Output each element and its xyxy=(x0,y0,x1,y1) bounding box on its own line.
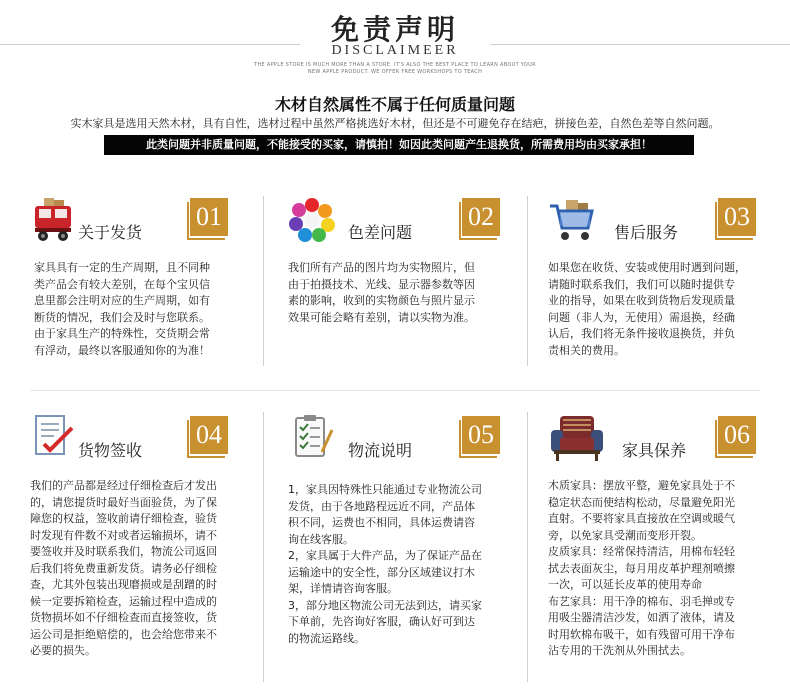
section-receipt xyxy=(30,412,248,682)
tagline-line-1: THE APPLE STORE IS MUCH MORE THAN A STORE. IT'S ALSO THE BEST PLACE TO LEARN ABOUT YOUR xyxy=(254,62,536,68)
body-line: 我们所有产品的图片均为实物照片，但 xyxy=(288,261,475,274)
notice-heading: 木材自然属性不属于任何质量问题 xyxy=(274,95,515,114)
body-line: 拭去表面灰尘，每月用皮革护理剂喷擦 xyxy=(548,561,735,575)
body-line: 时发现有件数不对或者运输损坏，请不 xyxy=(30,528,217,542)
body-line: 要签收并及时联系我们，物流公司返回 xyxy=(30,545,217,558)
body-line: 问题（非人为，无使用）需退换，经确 xyxy=(548,310,735,324)
body-line: 如果您在收货、安装或使用时遇到问题， xyxy=(548,261,746,274)
body-line: 运公司是拒绝赔偿的，也会给您带来不 xyxy=(30,627,217,641)
page-title: 免责声明 xyxy=(330,13,459,46)
body-line: 3，部分地区物流公司无法到达，请买家 xyxy=(288,598,482,612)
section-color-difference xyxy=(288,196,510,366)
body-line: 稳定状态而使结构松动，尽量避免阳光 xyxy=(548,495,735,509)
section-title: 货物签收 xyxy=(78,441,143,460)
section-after-sales xyxy=(548,196,776,366)
section-number: 05 xyxy=(462,416,500,454)
body-line: 候一定要拆箱检查，运输过程中造成的 xyxy=(30,594,217,608)
body-line: 货物损坏如不仔细检查而直接签收，货 xyxy=(30,611,217,624)
page-subtitle: DISCLAIMEER xyxy=(331,43,459,58)
body-line: 必要的损失。 xyxy=(30,644,96,657)
body-line: 后我们将免费重新发货。请务必仔细检 xyxy=(30,561,217,575)
section-body xyxy=(288,260,510,326)
section-body xyxy=(548,260,776,359)
body-line: 家具具有一定的生产周期，且不同种 xyxy=(34,261,210,274)
row-divider xyxy=(30,390,760,391)
section-number: 04 xyxy=(190,416,228,454)
body-line: 询在线客服。 xyxy=(288,532,354,546)
body-line: 障您的权益，签收前请仔细检查，验货 xyxy=(30,512,217,525)
body-line: 用吸尘器清洁沙发，如洒了液体，请及 xyxy=(548,611,735,624)
section-body xyxy=(288,482,510,647)
section-number: 06 xyxy=(718,416,756,454)
body-line: 我们的产品都是经过仔细检查后才发出 xyxy=(30,479,217,492)
delivery-truck-icon xyxy=(30,196,78,244)
section-shipping xyxy=(30,196,248,366)
body-line: 断货的情况，我们会及时与您联系。 xyxy=(34,310,210,324)
section-title: 关于发货 xyxy=(78,223,143,242)
body-line: 2，家具属于大件产品，为了保证产品在 xyxy=(288,549,482,562)
checklist-clipboard-icon xyxy=(288,412,336,460)
body-line: 业的指导，如果在收到货物后发现质量 xyxy=(548,294,735,307)
section-body xyxy=(30,478,248,660)
section-number: 02 xyxy=(462,198,500,236)
body-line: 一次，可以延长皮革的使用寿命 xyxy=(548,578,702,591)
column-divider xyxy=(527,412,528,682)
notice-intro: 实木家具是选用天然木材，具有自性，选材过程中虽然严格挑选好木材，但还是不可避免存在结疤，拼接色差，自然色差等自然问题。 xyxy=(70,117,720,130)
body-line: 查，尤其外包装出现磨损或是刮蹭的时 xyxy=(30,578,217,591)
body-line: 的，请您提货时最好当面验货，为了保 xyxy=(30,495,217,509)
section-number: 01 xyxy=(190,198,228,236)
body-line: 皮质家具：经常保持清洁，用棉布轻轻 xyxy=(548,545,735,558)
body-line: 积不同，运费也不相同，具体运费请咨 xyxy=(288,516,475,529)
warning-banner: 此类问题并非质量问题，不能接受的买家，请慎拍！如因此类问题产生退换货，所需费用均由买家承担！ xyxy=(104,135,694,155)
section-body xyxy=(34,260,248,359)
body-line: 布艺家具：用干净的棉布、羽毛掸或专 xyxy=(548,594,735,608)
section-body xyxy=(548,478,776,660)
body-line: 有浮动，最终以客服通知你的为准！ xyxy=(34,343,210,357)
section-title: 色差问题 xyxy=(348,223,413,242)
tagline-line-2: NEW APPLE PRODUCT. WE OFFER FREE WORKSHOPS TO TEACH xyxy=(307,69,483,75)
body-line: 木质家具：摆放平整，避免家具处于不 xyxy=(548,479,735,492)
body-line: 责相关的费用。 xyxy=(548,343,625,357)
body-line: 时用软棉布吸干，如有残留可用干净布 xyxy=(548,627,735,641)
body-line: 沾专用的干洗剂从外围拭去。 xyxy=(548,644,691,657)
color-palette-icon xyxy=(288,196,336,244)
column-divider xyxy=(527,196,528,366)
section-title: 售后服务 xyxy=(614,223,679,242)
column-divider xyxy=(263,196,264,366)
body-line: 类产品会有较大差别，在每个宝贝信 xyxy=(34,277,210,291)
body-line: 1，家具因特殊性只能通过专业物流公司 xyxy=(288,483,482,496)
body-line: 发货，由于各地路程远近不同，产品体 xyxy=(288,499,475,513)
body-line: 运输途中的安全性，部分区域建议打木 xyxy=(288,565,475,579)
body-line: 效果可能会略有差别，请以实物为准。 xyxy=(288,310,475,324)
body-line: 的物流运路线。 xyxy=(288,631,365,645)
body-line: 请随时联系我们，我们可以随时提供专 xyxy=(548,277,735,291)
armchair-icon xyxy=(548,412,606,464)
section-logistics xyxy=(288,412,510,682)
body-line: 旁，以免家具受潮而变形开裂。 xyxy=(548,528,702,542)
body-line: 下单前，先咨询好客服，确认好可到达 xyxy=(288,615,475,628)
body-line: 由于拍摄技术、光线、显示器参数等因 xyxy=(288,277,475,291)
body-line: 由于家具生产的特殊性，交货期会常 xyxy=(34,327,210,340)
body-line: 直射。不要将家具直接放在空调或暖气 xyxy=(548,512,735,525)
body-line: 认后，我们将无条件接收退换货，并负 xyxy=(548,327,735,340)
sign-document-icon xyxy=(30,412,78,460)
body-line: 息里都会注明对应的生产周期，如有 xyxy=(34,294,210,307)
section-furniture-care xyxy=(548,412,776,682)
shopping-cart-icon xyxy=(548,196,596,244)
section-title: 家具保养 xyxy=(622,441,687,460)
body-line: 架，详情请咨询客服。 xyxy=(288,582,398,595)
section-number: 03 xyxy=(718,198,756,236)
section-title: 物流说明 xyxy=(348,441,413,460)
body-line: 素的影响，收到的实物颜色与照片显示 xyxy=(288,294,475,307)
column-divider xyxy=(263,412,264,682)
